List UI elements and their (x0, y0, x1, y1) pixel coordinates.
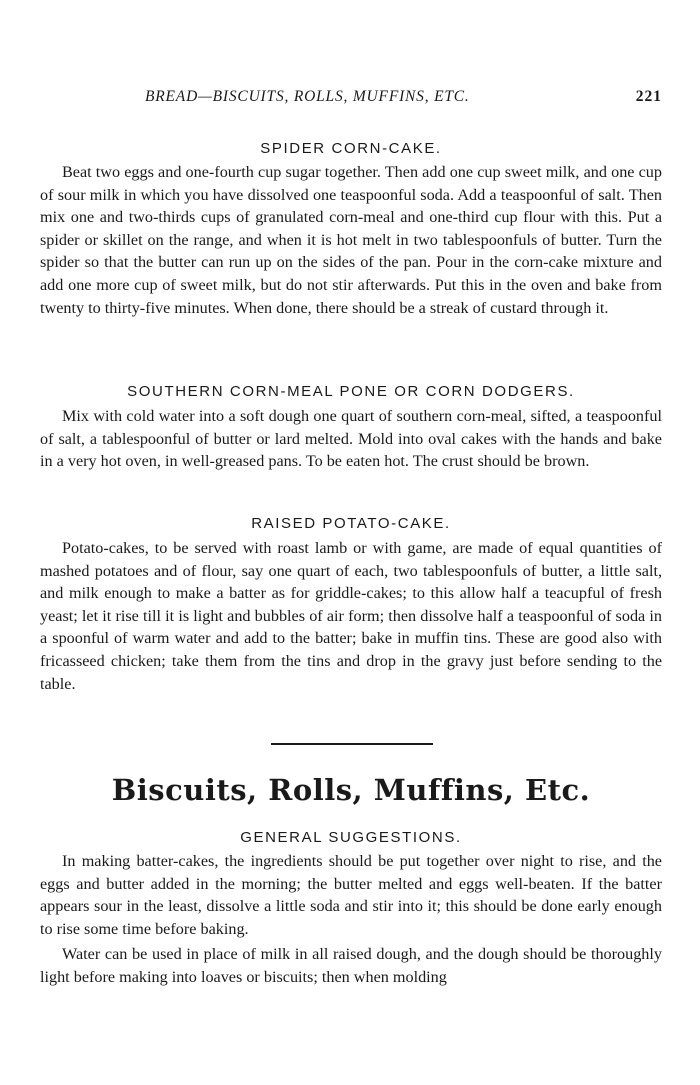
body-paragraph: Water can be used in place of milk in all raised dough, and the dough should be thoroughly light before making into loaves or biscuits; then when molding (40, 945, 662, 986)
running-title: BREAD—BISCUITS, ROLLS, MUFFINS, ETC. (145, 88, 470, 105)
recipe-paragraph: Mix with cold water into a soft dough one quart of southern corn-meal, sifted, a teaspoonful of salt, a tablespoonful of butter or lard melted. Mold into oval cakes with the hands and bake in a very hot oven, in well-greased pans. To be eaten hot. The crust should be brown. (40, 407, 662, 471)
recipe-heading: SOUTHERN CORN-MEAL PONE OR CORN DODGERS. (127, 383, 575, 400)
recipe-raised-potato-cake (40, 515, 662, 695)
general-suggestions (40, 829, 662, 989)
chapter-title: Biscuits, Rolls, Muffins, Etc. (111, 773, 591, 807)
recipe-paragraph: Beat two eggs and one-fourth cup sugar together. Then add one cup sweet milk, and one cup of sour milk in which you have dissolved one teaspoonful soda. Add a teaspoonful of salt. Then mix one and two-thirds cups of granulated corn-meal and one-third cup flour with this. Put a spider or skillet on the range, and when it is hot melt in two tablespoonfuls of butter. Turn the spider so that the butter can run up on the sides of the pan. Pour in the corn-cake mixture and add one more cup of sweet milk, but do not stir afterwards. Put this in the oven and bake from twenty to thirty-five minutes. When done, there should be a streak of custard through it. (40, 163, 662, 317)
section-heading: GENERAL SUGGESTIONS. (240, 829, 462, 846)
recipe-heading: RAISED POTATO-CAKE. (251, 515, 451, 532)
recipe-heading: SPIDER CORN-CAKE. (260, 140, 442, 157)
body-paragraph: In making batter-cakes, the ingredients should be put together over night to rise, and the eggs and butter added in the morning; the butter melted and eggs well-beaten. If the batter appears sour in the least, dissolve a little soda and stir into it; this should be done early enough to rise some time before baking. (40, 852, 662, 938)
page-number: 221 (635, 88, 662, 105)
recipe-paragraph: Potato-cakes, to be served with roast lamb or with game, are made of equal quantities of mashed potatoes and of flour, say one quart of each, two tablespoonfuls of butter, a little salt, and milk enough to make a batter as for griddle-cakes; to this allow half a teacupful of fresh yeast; let it rise till it is light and bubbles of air form; then dissolve half a teaspoonful of soda in a spoonful of warm water and add to the batter; bake in muffin tins. These are good also with fricasseed chicken; take them from the tins and drop in the gravy just before sending to the table. (40, 539, 662, 693)
section-divider (271, 743, 433, 745)
recipe-corn-meal-pone (40, 383, 662, 473)
recipe-spider-corn-cake (40, 140, 662, 319)
running-head (40, 88, 662, 112)
